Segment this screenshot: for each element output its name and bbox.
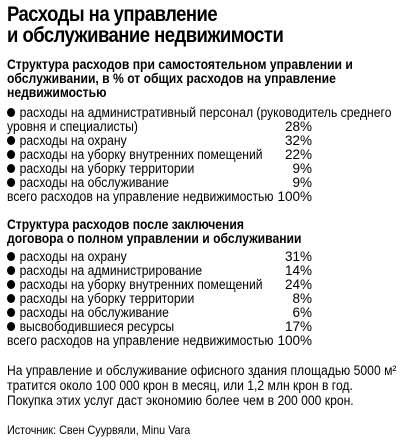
title-line-2: и обслуживание недвижимости [7,24,284,47]
total-row [7,334,312,348]
list-item [7,264,312,278]
list-item-continuation [7,120,312,134]
item-label: расходы на уборку территории [19,291,195,306]
bullet-icon [7,136,15,145]
item-value: 32% [284,133,312,148]
item-value: 28% [284,119,312,134]
item-label: высвободившиеся ресурсы [19,319,175,334]
total-value: 100% [277,189,312,204]
source-credit: Источник: Свен Суурвяли, Minu Vara [7,423,191,437]
item-value: 14% [284,263,312,278]
bullet-icon [7,322,15,331]
section1-heading-line-2: обслуживании, в % от общих расходов на управление [7,71,336,86]
list-item [7,134,312,148]
section2-heading-line-2: договора о полном управлении и обслуживании [7,231,302,246]
item-label: расходы на обслуживание [19,175,169,190]
item-label: расходы на обслуживание [19,305,169,320]
bullet-icon [7,150,15,159]
item-value: 8% [292,291,312,306]
item-value: 31% [284,249,312,264]
list-item [7,320,312,334]
bullet-icon [7,178,15,187]
bullet-icon [7,308,15,317]
total-label: всего расходов на управление недвижимостью [7,189,274,204]
item-value: 6% [292,305,312,320]
item-label: расходы на административный персонал (руководитель среднего [19,105,392,120]
item-label: расходы на охрану [19,133,127,148]
list-item [7,278,312,292]
summary-line-3: Покупка этих услуг даст экономию более чем в 200 000 крон. [7,393,354,408]
list-item [7,176,312,190]
list-item [7,250,312,264]
item-value: 22% [284,147,312,162]
item-value: 17% [284,319,312,334]
item-value: 9% [292,175,312,190]
bullet-icon [7,252,15,261]
summary-line-1: На управление и обслуживание офисного здания площадью 5000 м² [7,363,397,378]
total-row [7,190,312,204]
list-item [7,105,392,120]
item-value: 24% [284,277,312,292]
item-value: 9% [292,161,312,176]
bullet-icon [7,294,15,303]
item-label: расходы на администрирование [19,263,203,278]
section1-heading-line-1: Структура расходов при самостоятельном управлении и [7,57,353,72]
item-label: расходы на уборку внутренних помещений [19,147,263,162]
item-label: уровня и специалисты) [7,119,138,134]
section2-heading-line-1: Структура расходов после заключения [7,217,244,232]
item-label: расходы на уборку внутренних помещений [19,277,263,292]
bullet-icon [7,266,15,275]
list-item [7,292,312,306]
item-label: расходы на охрану [19,249,127,264]
total-value: 100% [277,333,312,348]
section1-heading-line-3: недвижимостью [7,85,107,100]
list-item [7,306,312,320]
bullet-icon [7,108,15,117]
bullet-icon [7,164,15,173]
title-line-1: Расходы на управление [7,3,218,26]
list-item [7,148,312,162]
list-item [7,162,312,176]
page-title [7,4,283,46]
summary-line-2: тратится около 100 000 крон в месяц, или 1,2 млн крон в год. [7,378,353,393]
bullet-icon [7,280,15,289]
total-label: всего расходов на управление недвижимостью [7,333,274,348]
item-label: расходы на уборку территории [19,161,195,176]
